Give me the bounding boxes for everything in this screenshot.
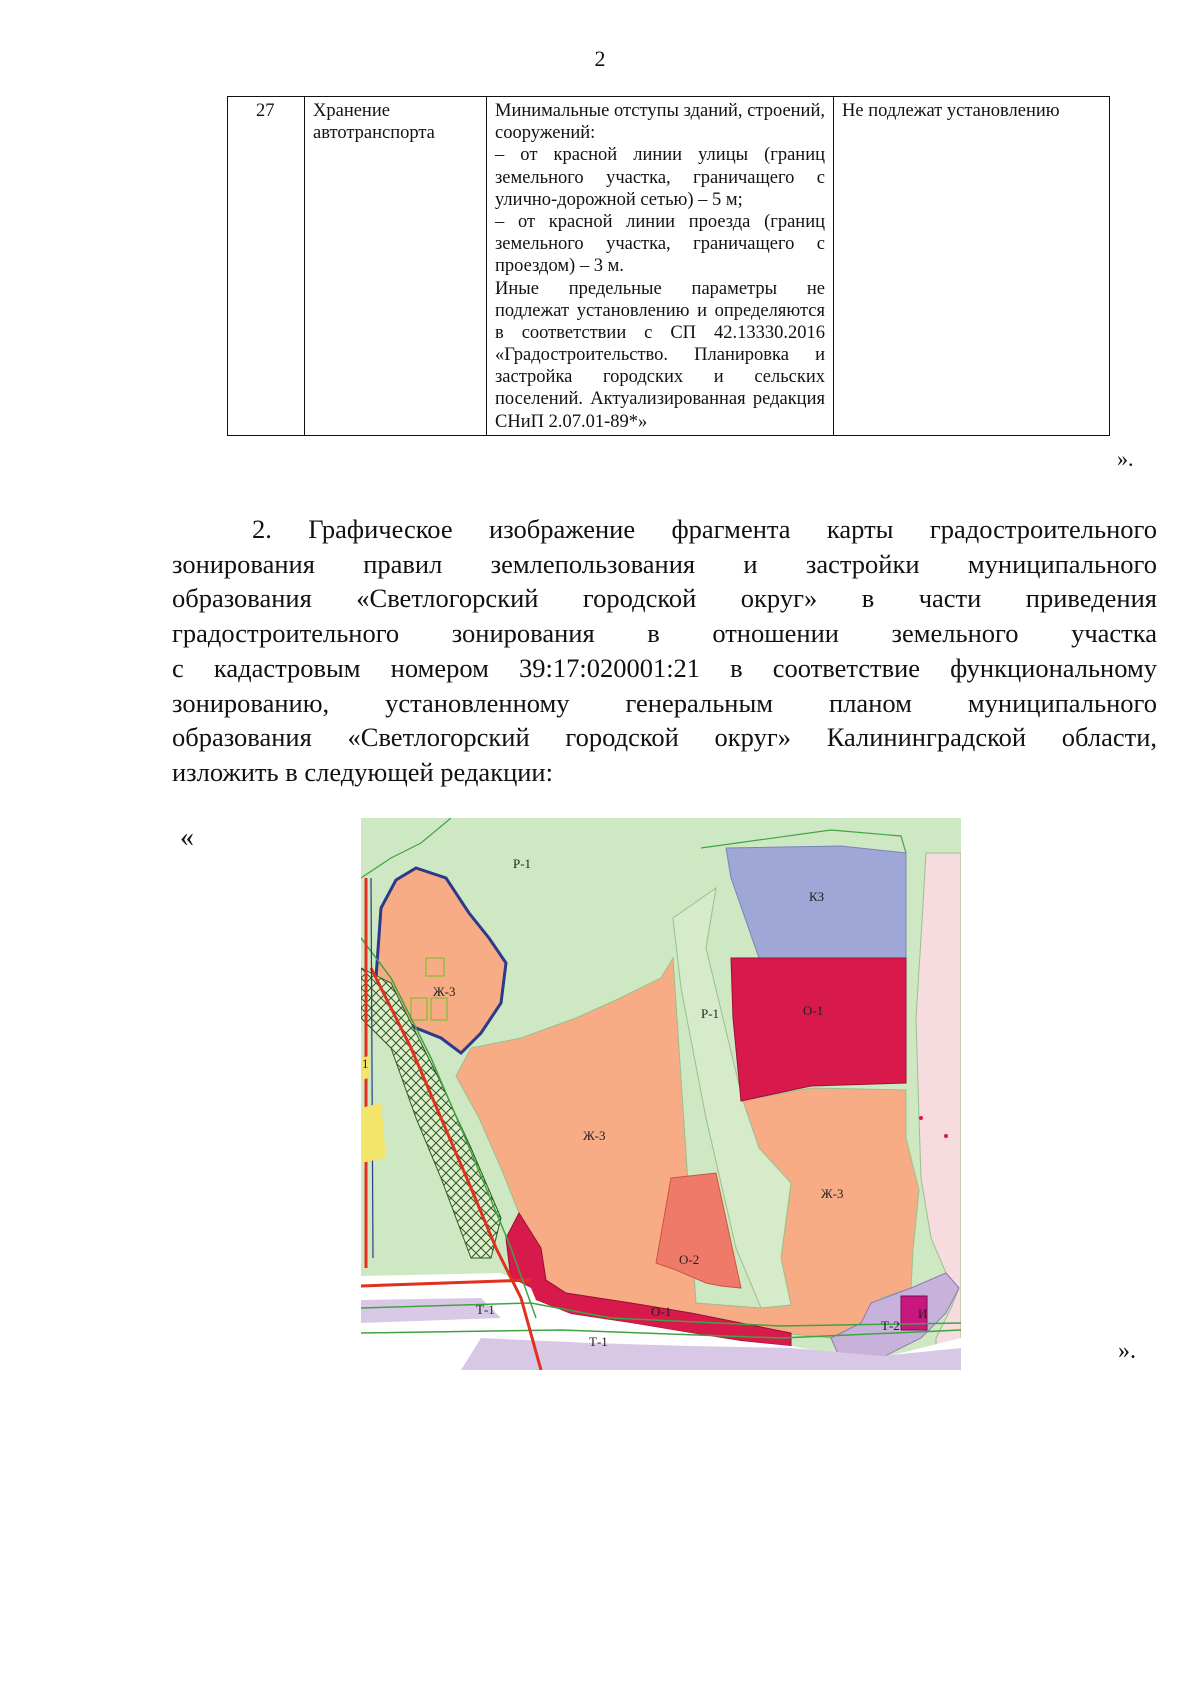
label-t2: Т-2 — [881, 1318, 900, 1333]
paragraph-line: зонирования правил землепользования и застройки муниципального — [172, 548, 1157, 579]
parameter-text: – от красной линии улицы (границ земельного участка, граничащего с улично-дорожной сетью) – 5 м; — [495, 145, 825, 210]
label-zh3-right: Ж-3 — [821, 1186, 844, 1201]
public-zone-o1-top — [731, 958, 906, 1101]
paragraph-line: образования «Светлогорский городской округ» Калининградской области, — [172, 722, 1157, 753]
label-zh3-small: Ж-3 — [433, 984, 456, 999]
parameter-text: – от красной линии проезда (границ земельного участка, граничащего с проездом) – 3 м. — [495, 211, 825, 277]
label-left-edge: 1 — [362, 1056, 369, 1071]
label-t1-left: Т-1 — [476, 1302, 495, 1317]
label-kz: КЗ — [809, 889, 825, 904]
label-r1-mid: Р-1 — [701, 1006, 720, 1021]
paragraph-line: зонированию, установленному генеральным планом муниципального — [172, 687, 1157, 718]
paragraph-line: образования «Светлогорский городской округ» в части приведения — [172, 583, 1157, 614]
table-row — [228, 97, 1110, 436]
label-o2: О-2 — [679, 1252, 700, 1267]
other-params-cell: Не подлежат установлению — [834, 97, 1110, 436]
regulations-table — [227, 96, 1110, 436]
parameter-text: Иные предельные параметры не подлежат установлению и определяются в соответствии с СП 42.13330.2016 «Градостроительство. Планировка и застройка городских и сельских поселений. Актуализированная редакция СНиП 2.07.01-89*» — [495, 278, 825, 432]
paragraph-line: 2. Графическое изображение фрагмента карты градостроительного — [252, 514, 1157, 544]
label-o1-top: О-1 — [803, 1003, 824, 1018]
use-name-cell: Хранение автотранспорта — [305, 97, 487, 436]
paragraph-line: градостроительного зонирования в отношении земельного участка — [172, 618, 1157, 649]
page-number: 2 — [594, 46, 606, 71]
paragraph-line: с кадастровым номером 39:17:020001:21 в соответствие функциональному — [172, 652, 1157, 683]
red-dot — [919, 1116, 923, 1120]
paragraph-line: изложить в следующей редакции: — [172, 756, 553, 787]
label-zh3-center: Ж-3 — [583, 1128, 606, 1143]
parameters-cell — [487, 97, 834, 436]
label-t1-bottom: Т-1 — [589, 1334, 608, 1349]
label-r1-top: Р-1 — [513, 856, 532, 871]
red-dot — [944, 1134, 948, 1138]
closing-quote: ». — [1117, 446, 1134, 471]
zoning-map — [361, 818, 961, 1370]
zoning-map-svg — [361, 818, 961, 1370]
label-o1-bottom: О-1 — [651, 1304, 672, 1319]
parameter-text: Минимальные отступы зданий, строений, сооружений: — [495, 101, 825, 144]
body-paragraph — [172, 512, 1157, 790]
closing-quote: ». — [1118, 1338, 1136, 1364]
label-i: И — [918, 1306, 928, 1321]
opening-quote: « — [180, 822, 194, 853]
row-number-cell: 27 — [228, 97, 305, 436]
